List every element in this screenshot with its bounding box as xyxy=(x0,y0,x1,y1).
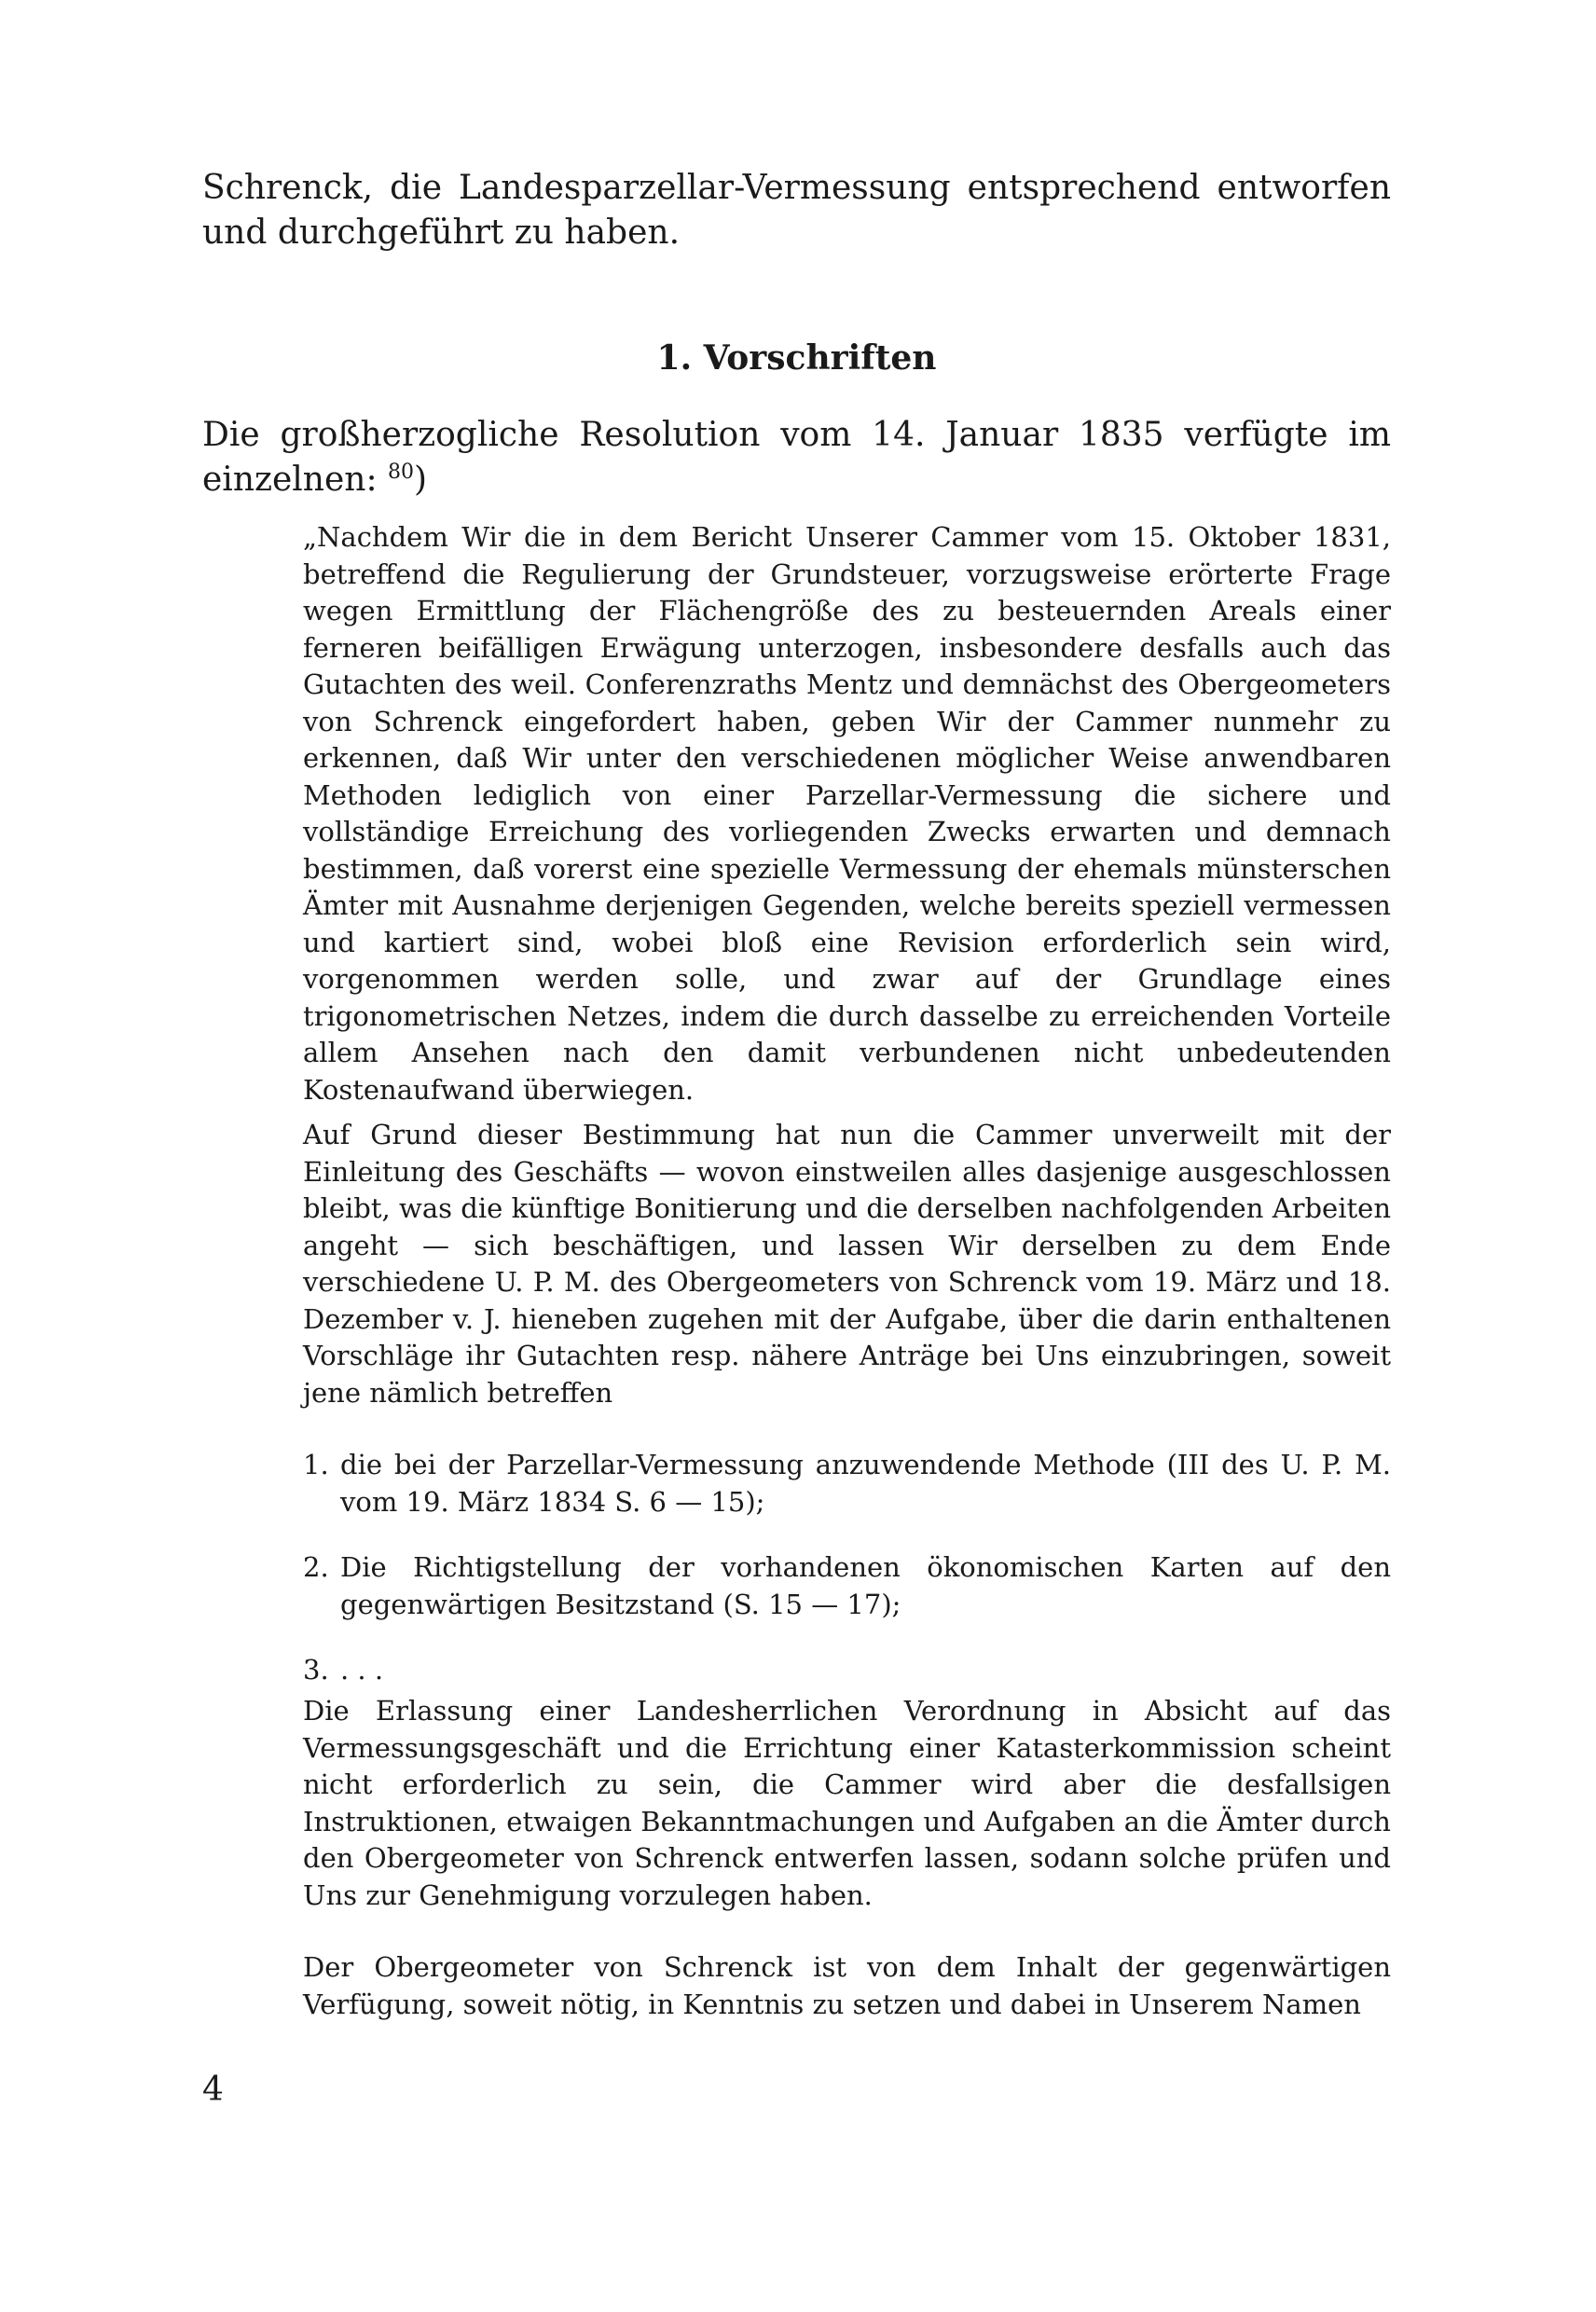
list-item-text: . . . xyxy=(340,1654,384,1686)
quote-paragraph-4: Der Obergeometer von Schrenck ist von dem Inhalt der gegenwärtigen Verfügung, soweit nötig, in Kenntnis zu setzen und dabei in Unserem Namen xyxy=(303,1951,1391,2020)
list-item-number: 1. xyxy=(303,1449,329,1480)
intro-paragraph: Schrenck, die Landesparzellar-Vermessung entsprechend entworfen und durchgeführt zu haben. xyxy=(202,169,1391,252)
list-item-number: 3. xyxy=(303,1654,329,1686)
list-item xyxy=(303,1549,1391,1623)
list-item-number: 2. xyxy=(303,1551,329,1583)
quote-paragraph-1: „Nachdem Wir die in dem Bericht Unserer Cammer vom 15. Oktober 1831, betreffend die Regulierung der Grundsteuer, vorzugsweise erörterte Frage wegen Ermittlung der Flächengröße des zu besteuernden Areals einer ferneren beifälligen Erwägung unterzogen, insbesondere desfalls auch das Gutachten des weil. Conferenzraths Mentz und demnächst des Obergeometers von Schrenck eingefordert haben, geben Wir der Cammer nunmehr zu erkennen, daß Wir unter den verschiedenen möglicher Weise anwendbaren Methoden lediglich von einer Parzellar-Vermessung die sichere und vollständige Erreichung des vorliegenden Zwecks erwarten und demnach bestimmen, daß vorerst eine spezielle Vermessung der ehemals münsterschen Ämter mit Ausnahme derjenigen Gegenden, welche bereits speziell vermessen und kartiert sind, wobei bloß eine Revision erforderlich sein wird, vorgenommen werden solle, und zwar auf der Grundlage eines trigonometrischen Netzes, indem die durch dasselbe zu erreichenden Vorteile allem Ansehen nach den damit verbundenen nicht unbedeutenden Kostenaufwand überwiegen. xyxy=(303,521,1391,1106)
footnote-reference: 80 xyxy=(388,461,415,484)
quote-paragraph-3: Die Erlassung einer Landesherrlichen Verordnung in Absicht auf das Vermessungsgeschäft und die Errichtung einer Katasterkommission scheint nicht erforderlich zu sein, die Cammer wird aber die desfallsigen Instruktionen, etwaigen Bekanntmachungen und Aufgaben an die Ämter durch den Obergeometer von Schrenck entwerfen lassen, sodann solche prüfen und Uns zur Genehmigung vorzulegen haben. xyxy=(303,1695,1391,1911)
list-item xyxy=(303,1447,1391,1521)
list-item-text: die bei der Parzellar-Vermessung anzuwendende Methode (III des U. P. M. vom 19. März 1834 S. 6 — 15); xyxy=(340,1449,1391,1518)
footnote-reference-close: ) xyxy=(414,461,428,499)
quote-paragraph-2: Auf Grund dieser Bestimmung hat nun die Cammer unverweilt mit der Einleitung des Geschäfts — wovon einstweilen alles dasjenige ausgeschlossen bleibt, was die künftige Bonitierung und die derselben nachfolgenden Arbeiten angeht — sich beschäftigen, und lassen Wir derselben zu dem Ende verschiedene U. P. M. des Obergeometers von Schrenck vom 19. März und 18. Dezember v. J. hieneben zugehen mit der Aufgabe, über die darin enthaltenen Vorschläge ihr Gutachten resp. nähere Anträge bei Uns einzubringen, soweit jene nämlich betreffen xyxy=(303,1119,1391,1409)
page-number: 4 xyxy=(202,2071,224,2109)
section-heading: 1. Vorschriften xyxy=(656,338,937,378)
list-item-text: Die Richtigstellung der vorhandenen ökonomischen Karten auf den gegenwärtigen Besitzstand (S. 15 — 17); xyxy=(340,1551,1391,1620)
list-item xyxy=(303,1652,1391,1689)
resolution-intro-text: Die großherzogliche Resolution vom 14. Januar 1835 verfügte im einzelnen: xyxy=(202,416,1391,499)
resolution-intro-paragraph xyxy=(202,413,1391,502)
